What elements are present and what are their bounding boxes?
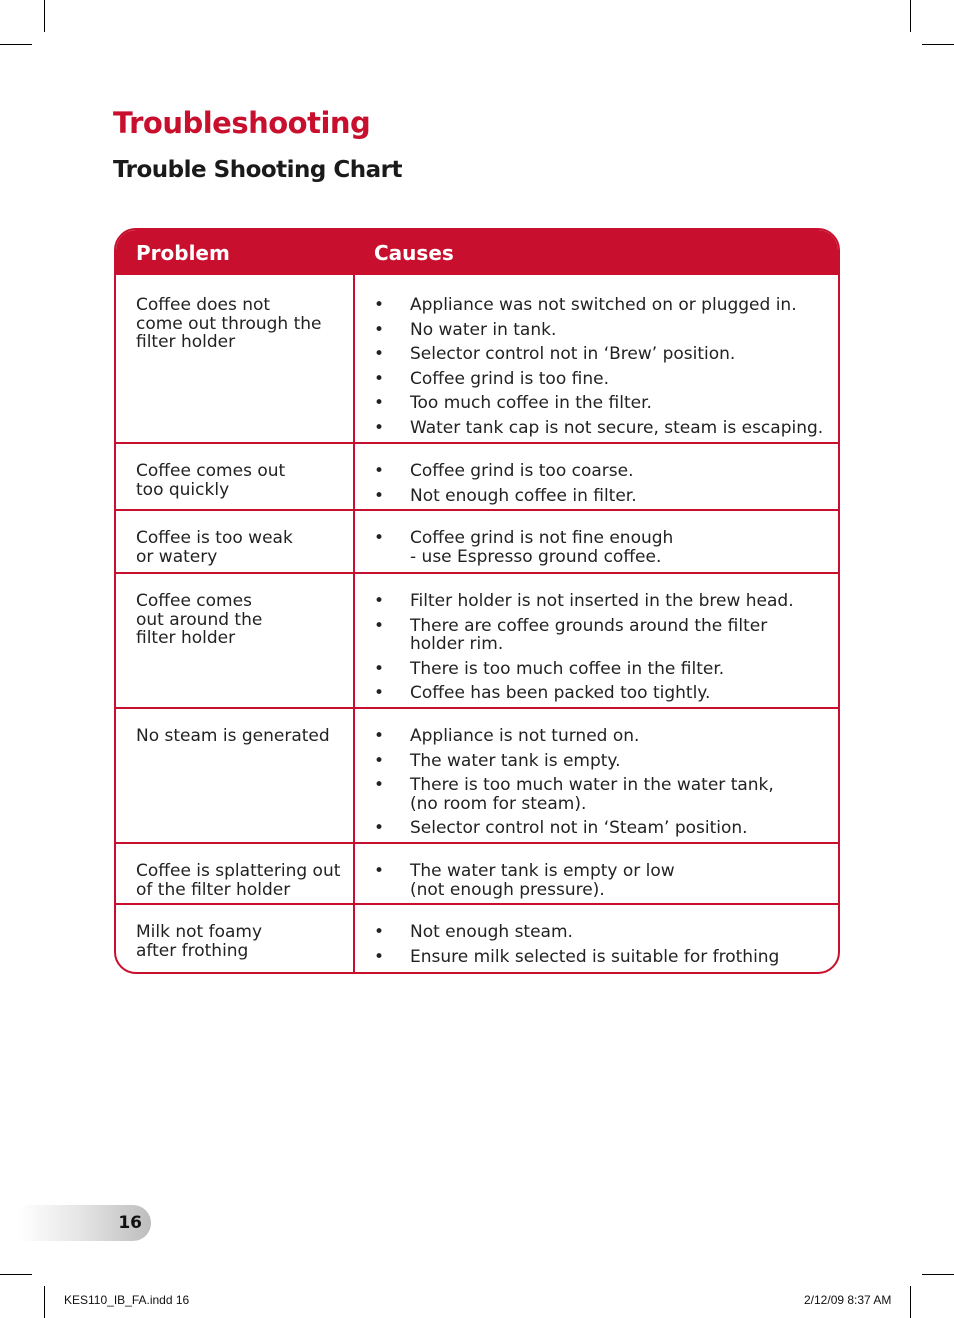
causes-cell — [374, 462, 836, 511]
cause-text: Coffee grind is too fine. — [410, 368, 609, 389]
bullet-icon: • — [374, 344, 385, 364]
problem-cell: Coffee is splattering out of the filter holder — [136, 861, 341, 900]
cause-text: Ensure milk selected is suitable for frothing — [410, 946, 780, 967]
bullet-icon: • — [374, 485, 385, 506]
crop-mark — [922, 1274, 954, 1275]
bullet-icon: • — [374, 726, 385, 746]
causes-cell — [374, 296, 836, 443]
section-subtitle: Trouble Shooting Chart — [113, 157, 403, 183]
crop-mark — [0, 44, 32, 45]
problem-cell: Coffee comes out around the filter holder — [136, 591, 263, 648]
problem-cell: Milk not foamy after frothing — [136, 922, 263, 961]
cause-text: Appliance was not switched on or plugged in. — [410, 295, 797, 315]
cause-item — [374, 394, 836, 413]
row-divider — [116, 903, 838, 905]
problem-cell: Coffee does not come out through the filter holder — [136, 295, 322, 352]
cause-item — [374, 487, 836, 506]
cause-text: The water tank is empty. — [410, 750, 621, 771]
slug-date: 2/12/09 8:37 AM — [804, 1293, 892, 1307]
cause-item — [374, 529, 836, 566]
bullet-icon: • — [374, 775, 385, 795]
bullet-icon: • — [374, 295, 385, 315]
cause-item — [374, 321, 836, 340]
cause-item — [374, 948, 836, 967]
crop-mark — [910, 1286, 911, 1318]
problem-cell: No steam is generated — [136, 726, 330, 746]
bullet-icon: • — [374, 591, 385, 611]
causes-cell — [374, 529, 836, 572]
cause-item — [374, 684, 836, 703]
cause-item — [374, 296, 836, 315]
bullet-icon: • — [374, 393, 385, 413]
causes-cell — [374, 727, 836, 844]
cause-item — [374, 819, 836, 838]
cause-text: Not enough coffee in filter. — [410, 485, 637, 506]
cause-text: Selector control not in ‘Brew’ position. — [410, 344, 736, 364]
cause-text: Too much coffee in the filter. — [410, 393, 652, 413]
bullet-icon: • — [374, 683, 385, 703]
cause-item — [374, 862, 836, 899]
column-divider — [353, 230, 355, 972]
bullet-icon: • — [374, 528, 385, 548]
cause-text: There are coffee grounds around the filter holder rim. — [410, 615, 768, 654]
cause-text: Selector control not in ‘Steam’ position. — [410, 818, 748, 838]
cause-item — [374, 419, 836, 438]
causes-cell — [374, 592, 836, 709]
cause-text: Water tank cap is not secure, steam is escaping. — [410, 417, 824, 438]
page-title: Troubleshooting — [113, 106, 371, 140]
causes-cell — [374, 862, 836, 905]
cause-item — [374, 923, 836, 942]
bullet-icon: • — [374, 461, 385, 481]
causes-cell — [374, 923, 836, 972]
row-divider — [116, 707, 838, 709]
cause-text: Coffee grind is not fine enough - use Espresso ground coffee. — [410, 528, 674, 567]
crop-mark — [910, 0, 911, 32]
cause-text: There is too much water in the water tank, (no room for steam). — [410, 775, 774, 814]
bullet-icon: • — [374, 615, 385, 636]
crop-mark — [922, 44, 954, 45]
crop-mark — [0, 1274, 32, 1275]
bullet-icon: • — [374, 818, 385, 838]
cause-item — [374, 462, 836, 481]
problem-cell: Coffee is too weak or watery — [136, 528, 293, 567]
bullet-icon: • — [374, 658, 385, 679]
bullet-icon: • — [374, 319, 385, 340]
cause-text: Appliance is not turned on. — [410, 726, 640, 746]
bullet-icon: • — [374, 946, 385, 967]
bullet-icon: • — [374, 368, 385, 389]
row-divider — [116, 442, 838, 444]
cause-item — [374, 752, 836, 771]
cause-item — [374, 776, 836, 813]
cause-text: Coffee has been packed too tightly. — [410, 683, 711, 703]
troubleshooting-table — [114, 228, 840, 974]
cause-item — [374, 592, 836, 611]
row-divider — [116, 572, 838, 574]
bullet-icon: • — [374, 861, 385, 881]
row-divider — [116, 842, 838, 844]
cause-item — [374, 370, 836, 389]
bullet-icon: • — [374, 750, 385, 771]
header-causes: Causes — [374, 241, 454, 265]
page-number-tab — [19, 1205, 151, 1241]
header-problem: Problem — [136, 241, 230, 265]
row-divider — [116, 509, 838, 511]
cause-text: Filter holder is not inserted in the brew head. — [410, 591, 794, 611]
cause-text: Coffee grind is too coarse. — [410, 461, 634, 481]
cause-text: Not enough steam. — [410, 922, 573, 942]
cause-item — [374, 617, 836, 654]
cause-text: There is too much coffee in the filter. — [410, 658, 725, 679]
cause-item — [374, 727, 836, 746]
bullet-icon: • — [374, 417, 385, 438]
slug-filename: KES110_IB_FA.indd 16 — [64, 1293, 190, 1307]
bullet-icon: • — [374, 922, 385, 942]
table-header — [116, 230, 838, 275]
crop-mark — [44, 0, 45, 32]
problem-cell: Coffee comes out too quickly — [136, 461, 286, 500]
cause-text: No water in tank. — [410, 319, 557, 340]
cause-text: The water tank is empty or low (not enough pressure). — [410, 861, 675, 900]
cause-item — [374, 345, 836, 364]
cause-item — [374, 660, 836, 679]
crop-mark — [44, 1286, 45, 1318]
page-number: 16 — [118, 1213, 142, 1233]
